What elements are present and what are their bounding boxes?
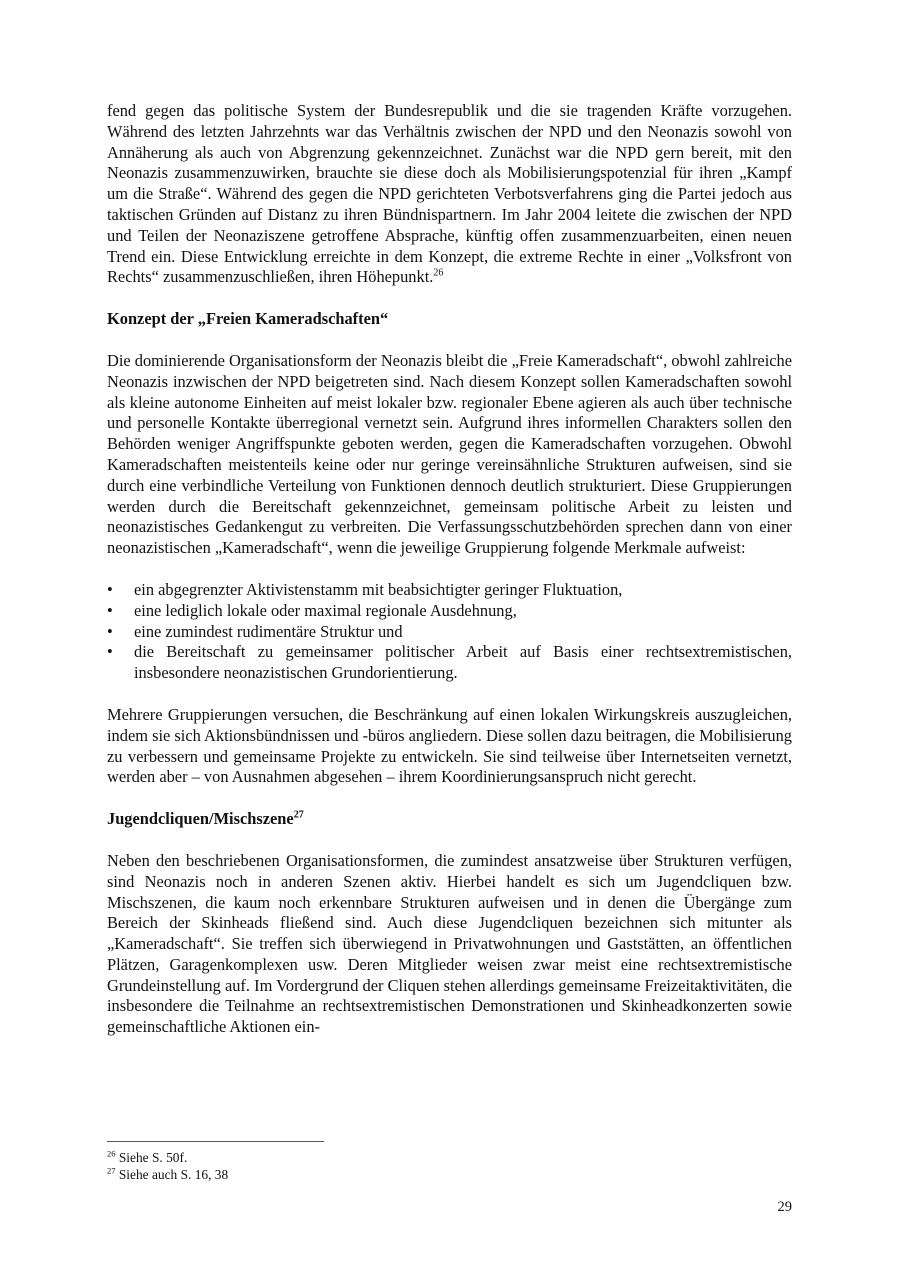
bullet-list-merkmale bbox=[107, 580, 792, 684]
footnote-text: Siehe auch S. 16, 38 bbox=[118, 1167, 229, 1182]
list-item-text: eine zumindest rudimentäre Struktur und bbox=[134, 621, 403, 641]
footnote-number: 26 bbox=[107, 1148, 116, 1159]
footnote-26 bbox=[107, 1149, 707, 1166]
paragraph-kameradschaften: Die dominierende Organisationsform der Neonazis bleibt die „Freie Kameradschaft“, obwohl zahlreiche Neonazis inzwischen der NPD beigetreten sind. Nach diesem Konzept sollen Kameradschaften sowohl als kleine autonome Einheiten auf meist lokaler bzw. regionaler Ebene agieren als auch über technische und personelle Kontakte überregional vernetzt sein. Aufgrund ihres informellen Charakters sollen den Behörden weniger Angriffspunkte geboten werden, gegen die Kameradschaften vorzugehen. Obwohl Kameradschaften meistenteils keine oder nur geringe vereinsähnliche Strukturen aufweisen, sind sie durch eine verbindliche Verteilung von Funktionen dennoch deutlich strukturiert. Diese Gruppierungen werden durch die Bereitschaft gekennzeichnet, gemeinsam politische Arbeit zu leisten und neonazistisches Gedankengut zu verbreiten. Die Verfassungsschutzbehörden sprechen dann von einer neonazistischen „Kameradschaft“, wenn die jeweilige Gruppierung folgende Merkmale aufweist: bbox=[107, 350, 792, 558]
list-item bbox=[107, 642, 792, 684]
list-item bbox=[107, 580, 792, 601]
list-item-text: eine lediglich lokale oder maximal regionale Ausdehnung, bbox=[134, 600, 517, 620]
bullet-icon: • bbox=[107, 600, 113, 620]
paragraph-intro bbox=[107, 101, 792, 288]
section-heading-kameradschaften: Konzept der „Freien Kameradschaften“ bbox=[107, 309, 389, 329]
footnote-27 bbox=[107, 1166, 707, 1183]
footnote-ref-27[interactable]: 27 bbox=[293, 809, 304, 821]
paragraph-aktionsbuendnisse: Mehrere Gruppierungen versuchen, die Beschränkung auf einen lokalen Wirkungskreis auszugleichen, indem sie sich Aktionsbündnissen und -büros angliedern. Diese sollen dazu beitragen, die Mobilisierung zu verbessern und gemeinsame Projekte zu entwickeln. Sie sind teilweise über Internetseiten vernetzt, werden aber – von Ausnahmen abgesehen – ihrem Koordinierungsanspruch nicht gerecht. bbox=[107, 704, 792, 787]
page-number: 29 bbox=[777, 1199, 792, 1215]
list-item-text: ein abgegrenzter Aktivistenstamm mit beabsichtigter geringer Fluktuation, bbox=[134, 579, 623, 599]
footnote-text: Siehe S. 50f. bbox=[118, 1150, 188, 1165]
footnote-ref-26[interactable]: 26 bbox=[433, 267, 444, 279]
bullet-icon: • bbox=[107, 642, 113, 662]
bullet-icon: • bbox=[107, 579, 113, 599]
bullet-icon: • bbox=[107, 621, 113, 641]
paragraph-jugendcliquen: Neben den beschriebenen Organisationsformen, die zumindest ansatzweise über Strukturen verfügen, sind Neonazis noch in anderen Szenen aktiv. Hierbei handelt es sich um Jugendcliquen bzw. Mischszenen, die kaum noch erkennbare Strukturen aufweisen und in denen die Übergänge zum Bereich der Skinheads fließend sind. Auch diese Jugendcliquen bezeichnen sich mitunter als „Kameradschaft“. Sie treffen sich überwiegend in Privatwohnungen und Gaststätten, an öffentlichen Plätzen, Garagenkomplexen usw. Deren Mitglieder weisen zwar meist eine rechtsextremistische Grundeinstellung auf. Im Vordergrund der Cliquen stehen allerdings gemeinsame Freizeitaktivitäten, die insbesondere die Teilnahme an rechtsextremistischen Demonstrationen und Skinheadkonzerten sowie gemeinschaftliche Aktionen ein- bbox=[107, 850, 792, 1037]
list-item bbox=[107, 601, 792, 622]
footnote-separator bbox=[107, 1141, 324, 1142]
list-item-text: die Bereitschaft zu gemeinsamer politischer Arbeit auf Basis einer rechtsextremistischen, insbesondere neonazistischen Grundorientierung. bbox=[134, 642, 792, 683]
document-body bbox=[107, 101, 792, 1038]
section-heading-jugendcliquen bbox=[107, 809, 792, 830]
footnote-number: 27 bbox=[107, 1165, 116, 1176]
section-heading-text: Jugendcliquen/Mischszene bbox=[107, 809, 294, 829]
footnotes bbox=[107, 1149, 707, 1183]
list-item bbox=[107, 622, 792, 643]
paragraph-intro-text: fend gegen das politische System der Bundesrepublik und die sie tragenden Kräfte vorzugehen. Während des letzten Jahrzehnts war das Verhältnis zwischen der NPD und den Neonazis sowohl von Annäherung als auch von Abgrenzung gekennzeichnet. Zunächst war die NPD gern bereit, mit den Neonazis zusammenzuwirken, brauchte sie diese doch als Mobilisierungspotenzial für ihren „Kampf um die Straße“. Während des gegen die NPD gerichteten Verbotsverfahrens ging die Partei jedoch aus taktischen Gründen auf Distanz zu ihren Bündnispartnern. Im Jahr 2004 leitete die zwischen der NPD und Teilen der Neonaziszene getroffene Absprache, künftig offen zusammenzuarbeiten, einen neuen Trend ein. Diese Entwicklung erreichte in dem Konzept, die extreme Rechte in einer „Volksfront von Rechts“ zusammenzuschließen, ihren Höhepunkt. bbox=[107, 101, 792, 287]
